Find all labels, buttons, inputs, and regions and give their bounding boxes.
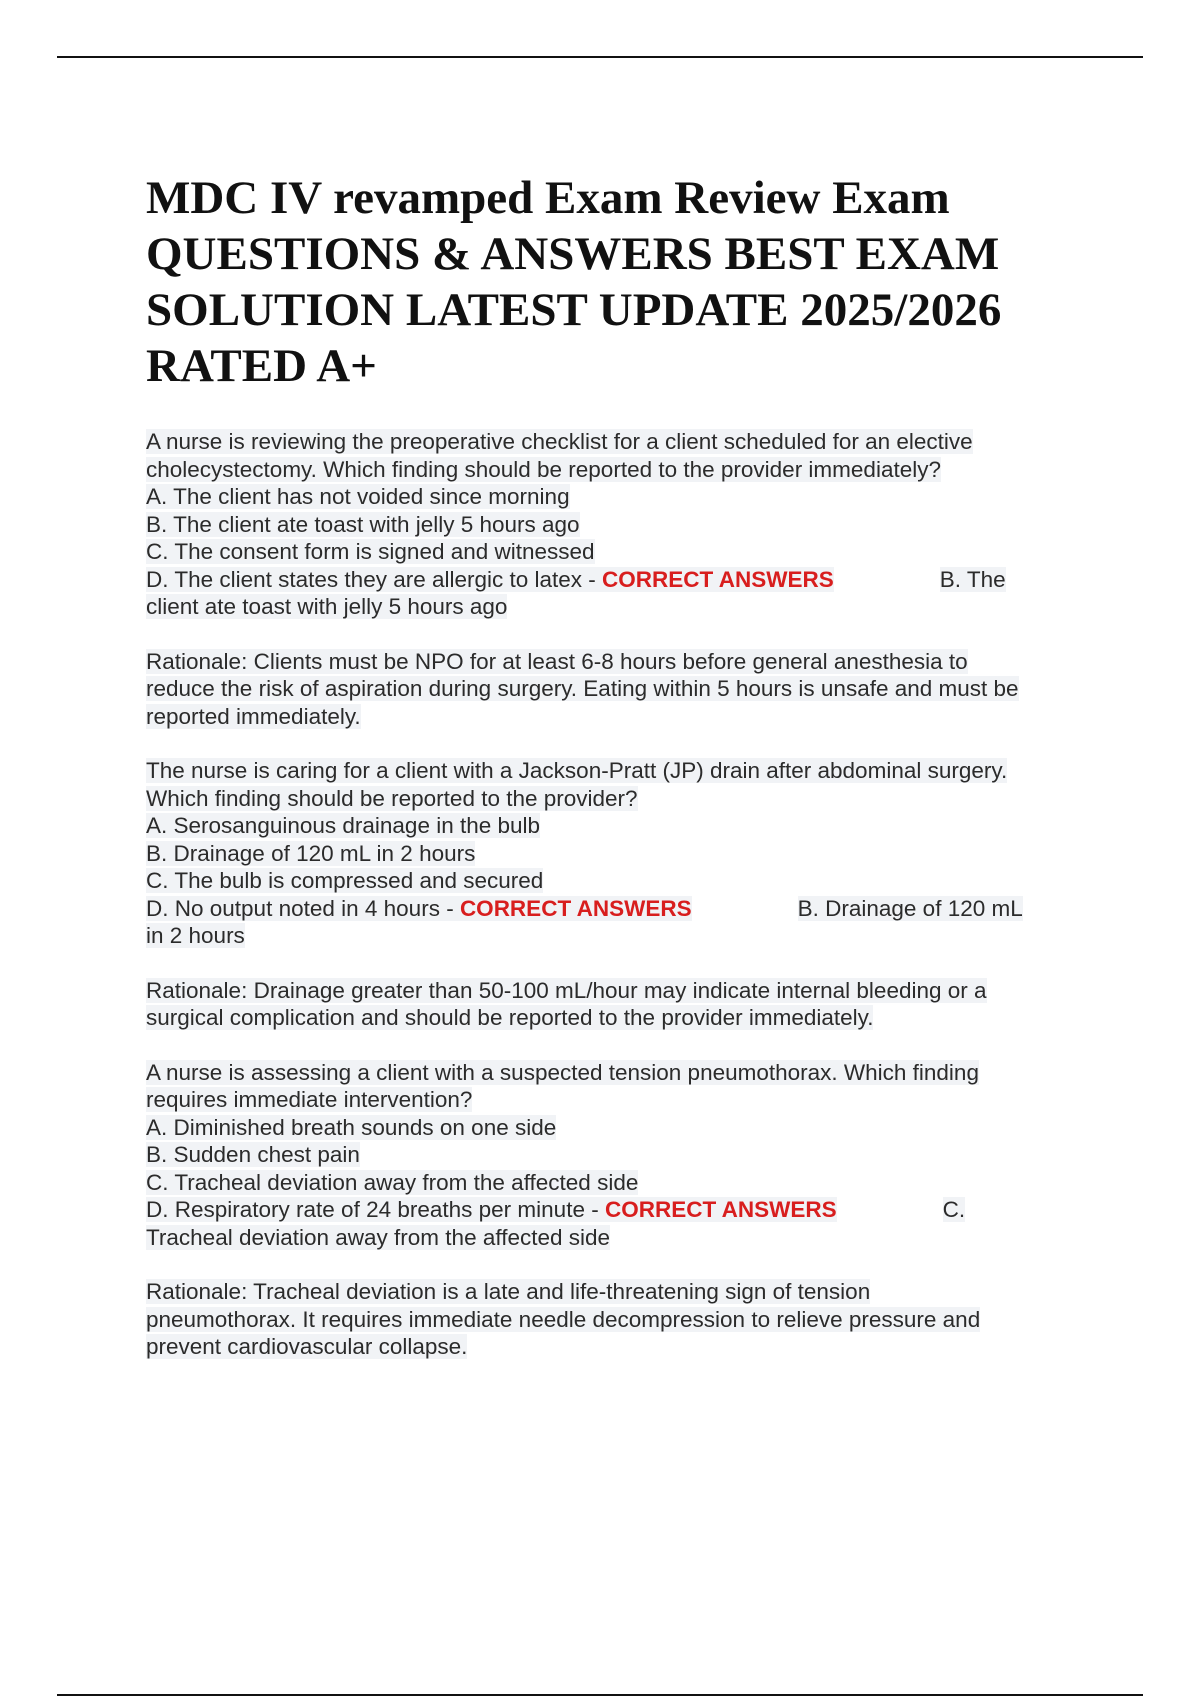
correct-answer-continued: in 2 hours: [146, 923, 245, 948]
answer-option: C. Tracheal deviation away from the affected side: [146, 1169, 639, 1195]
rationale-text: Rationale: Tracheal deviation is a late and life-threatening sign of tension: [146, 1279, 871, 1304]
answer-option: A. Diminished breath sounds on one side: [146, 1114, 557, 1140]
title-line: MDC IV revamped Exam Review Exam: [146, 172, 950, 224]
answer-option-last: D. The client states they are allergic to latex - CORRECT ANSWERS B. The: [146, 566, 1006, 592]
rationale-block: [146, 648, 1106, 731]
correct-answer: C.: [942, 1197, 966, 1222]
question-block: [146, 1059, 1106, 1252]
question-block: [146, 757, 1106, 950]
answer-option: A. The client has not voided since morning: [146, 484, 570, 509]
question-stem: A nurse is reviewing the preoperative checklist for a client scheduled for an elective: [146, 429, 973, 454]
correct-answer-continued: client ate toast with jelly 5 hours ago: [146, 594, 508, 619]
question-stem: The nurse is caring for a client with a Jackson-Pratt (JP) drain after abdominal surgery.: [146, 758, 1008, 783]
correct-answer: B. Drainage of 120 mL: [797, 895, 1023, 921]
answer-option: B. The client ate toast with jelly 5 hours ago: [146, 511, 580, 537]
title-line: QUESTIONS & ANSWERS BEST EXAM: [146, 228, 1000, 280]
bottom-rule: [57, 1694, 1143, 1696]
answer-option-last: D. Respiratory rate of 24 breaths per minute - CORRECT ANSWERS C.: [146, 1197, 966, 1222]
rationale-text: pneumothorax. It requires immediate needle decompression to relieve pressure and: [146, 1306, 981, 1332]
question-block: [146, 428, 1106, 621]
rationale-text: reported immediately.: [146, 703, 361, 729]
question-stem: cholecystectomy. Which finding should be reported to the provider immediately?: [146, 456, 941, 482]
question-stem: Which finding should be reported to the provider?: [146, 785, 638, 811]
correct-answer-continued: Tracheal deviation away from the affected side: [146, 1224, 611, 1250]
rationale-text: reduce the risk of aspiration during surgery. Eating within 5 hours is unsafe and must be: [146, 676, 1019, 701]
answer-option-last: D. No output noted in 4 hours - CORRECT ANSWERS B. Drainage of 120 mL: [146, 895, 1023, 921]
rationale-text: prevent cardiovascular collapse.: [146, 1334, 468, 1359]
answer-option: C. The consent form is signed and witnessed: [146, 539, 595, 564]
title-line: SOLUTION LATEST UPDATE 2025/2026: [146, 284, 1002, 336]
question-stem: requires immediate intervention?: [146, 1087, 473, 1112]
correct-answers-label: CORRECT ANSWERS: [602, 566, 834, 592]
correct-answer: B. The: [939, 566, 1006, 592]
answer-option: B. Sudden chest pain: [146, 1142, 360, 1167]
rationale-text: Rationale: Clients must be NPO for at least 6-8 hours before general anesthesia to: [146, 648, 968, 674]
rationale-text: Rationale: Drainage greater than 50-100 mL/hour may indicate internal bleeding or a: [146, 977, 987, 1003]
correct-answers-label: CORRECT ANSWERS: [459, 895, 692, 921]
correct-answers-label: CORRECT ANSWERS: [604, 1197, 837, 1222]
answer-option: A. Serosanguinous drainage in the bulb: [146, 813, 541, 838]
question-stem: A nurse is assessing a client with a suspected tension pneumothorax. Which finding: [146, 1059, 979, 1085]
top-rule: [57, 56, 1143, 58]
rationale-block: [146, 977, 1106, 1032]
answer-option: C. The bulb is compressed and secured: [146, 868, 544, 893]
answer-option: B. Drainage of 120 mL in 2 hours: [146, 840, 476, 866]
title-line: RATED A+: [146, 340, 377, 392]
document-body: [146, 170, 1106, 1388]
rationale-text: surgical complication and should be reported to the provider immediately.: [146, 1005, 874, 1030]
rationale-block: [146, 1278, 1106, 1361]
document-title: [146, 170, 1106, 394]
